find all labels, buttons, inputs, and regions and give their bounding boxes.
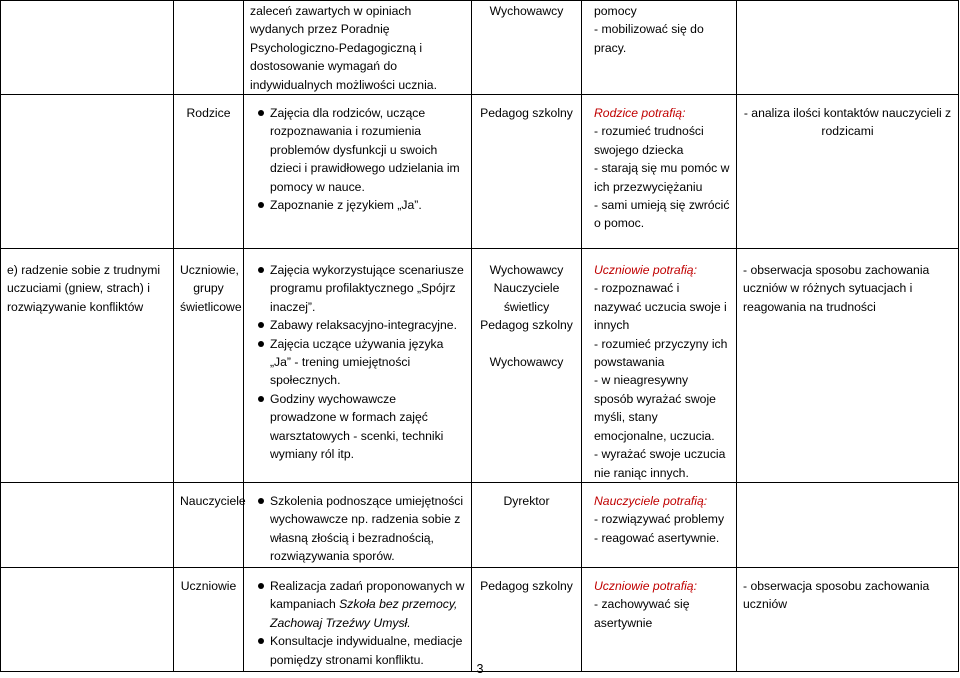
activity-bullet: Zapoznanie z językiem „Ja”.: [258, 196, 465, 214]
effect-line: - sami umieją się zwrócić o pomoc.: [594, 198, 730, 231]
cell-recipients: [174, 567, 244, 671]
activity-text: Realizacja zadań proponowanych w kampaniach: [270, 578, 465, 612]
effect-line: - reagować asertywnie.: [594, 530, 720, 545]
table-row: [1, 567, 959, 671]
effect-line: pomocy: [594, 4, 637, 18]
cell-evaluation: [737, 567, 959, 671]
effects-heading: Nauczyciele potrafią:: [594, 493, 708, 508]
activity-bullet: Zajęcia dla rodziców, uczące rozpoznawania i rozumienia problemów dysfunkcji u swoich dzieci i prawidłowego udzielania im pomocy w nauce.: [258, 104, 465, 196]
cell-activities: [244, 482, 472, 567]
recipients-text: Rodzice: [186, 106, 231, 121]
responsible-text: Dyrektor: [503, 493, 550, 508]
responsible-text: Pedagog szkolny: [480, 318, 573, 333]
effect-line: - wyrażać swoje uczucia nie raniąc innych.: [594, 447, 726, 480]
responsible-text: Wychowawcy: [489, 263, 564, 278]
cell-evaluation: [737, 482, 959, 567]
cell-effects: [582, 95, 737, 249]
responsible-text: Pedagog szkolny: [480, 106, 573, 121]
effects-heading: Rodzice potrafią:: [594, 106, 686, 121]
effect-line: - w nieagresywny sposób wyrażać swoje myśli, stany emocjonalne, uczucia.: [594, 373, 716, 443]
cell-activities: [244, 1, 472, 95]
cell-task: [1, 1, 174, 95]
effect-line: - zachowywać się asertywnie: [594, 597, 690, 630]
effect-line: - rozumieć przyczyny ich powstawania: [594, 336, 728, 370]
recipients-text: Uczniowie: [180, 578, 237, 593]
page-number: 3: [476, 662, 484, 676]
effect-line: - rozwiązywać problemy: [594, 512, 725, 527]
cell-evaluation: [737, 1, 959, 95]
cell-evaluation: [737, 95, 959, 249]
cell-activities: [244, 95, 472, 249]
cell-task: [1, 567, 174, 671]
activity-bullet: Zajęcia wykorzystujące scenariusze programu profilaktycznego „Spójrz inaczej”.: [258, 261, 465, 316]
cell-effects: [582, 1, 737, 95]
cell-task: [1, 249, 174, 483]
activity-bullet: Godziny wychowawcze prowadzone w formach zajęć warsztatowych - scenki, techniki wymiany ról itp.: [258, 390, 465, 464]
responsible-text: Wychowawcy: [489, 354, 564, 369]
cell-recipients: [174, 95, 244, 249]
effect-line: - mobilizować się do pracy.: [594, 22, 704, 55]
responsible-text: Nauczyciele świetlicy: [493, 281, 560, 314]
cell-activities: [244, 567, 472, 671]
effects-heading: Uczniowie potrafią:: [594, 578, 697, 593]
activity-bullet: [258, 577, 465, 632]
campaign-names: Szkoła bez przemocy, Zachowaj Trzeźwy Umysł.: [270, 597, 458, 630]
spacer: [478, 335, 575, 353]
table-row: [1, 249, 959, 483]
cell-responsible: [472, 1, 582, 95]
task-text: e) radzenie sobie z trudnymi uczuciami (gniew, strach) i rozwiązywanie konfliktów: [7, 263, 161, 314]
activity-bullet: Zabawy relaksacyjno-integracyjne.: [258, 316, 465, 334]
cell-responsible: [472, 249, 582, 483]
cell-task: [1, 482, 174, 567]
table-row: [1, 95, 959, 249]
cell-activities: [244, 249, 472, 483]
table-row: [1, 482, 959, 567]
cell-evaluation: [737, 249, 959, 483]
effect-line: - starają się mu pomóc w ich przezwyciężaniu: [594, 161, 730, 194]
effect-line: - rozumieć trudności swojego dziecka: [594, 124, 704, 157]
cell-effects: [582, 249, 737, 483]
evaluation-text: - analiza ilości kontaktów nauczycieli z rodzicami: [743, 106, 952, 139]
evaluation-text: - obserwacja sposobu zachowania uczniów: [743, 578, 930, 612]
cell-effects: [582, 482, 737, 567]
table-row: [1, 1, 959, 95]
activity-bullet: Szkolenia podnoszące umiejętności wychowawcze np. radzenia sobie z własną złością i bezradnością, rozwiązywania sporów.: [258, 492, 465, 566]
cell-recipients: [174, 1, 244, 95]
activity-bullet: Konsultacje indywidualne, mediacje pomiędzy stronami konfliktu.: [258, 632, 465, 669]
cell-task: [1, 95, 174, 249]
cell-responsible: [472, 95, 582, 249]
cell-recipients: [174, 482, 244, 567]
recipients-text: Uczniowie, grupy świetlicowe: [180, 263, 242, 314]
recipients-text: Nauczyciele: [180, 493, 246, 508]
responsible-text: Pedagog szkolny: [480, 578, 573, 593]
cell-effects: [582, 567, 737, 671]
activity-bullet: Zajęcia uczące używania języka „Ja” - trening umiejętności społecznych.: [258, 335, 465, 390]
effect-line: - rozpoznawać i nazywać uczucia swoje i innych: [594, 281, 727, 333]
cell-responsible: [472, 482, 582, 567]
evaluation-text: - obserwacja sposobu zachowania uczniów w różnych sytuacjach i reagowania na trudności: [743, 263, 930, 314]
effects-heading: Uczniowie potrafią:: [594, 263, 697, 278]
cell-responsible: [472, 567, 582, 671]
responsible-text: Wychowawcy: [489, 4, 564, 18]
activity-text: zaleceń zawartych w opiniach wydanych przez Poradnię Psychologiczno-Pedagogiczną i dostosowanie wymagań do indywidualnych możliwości ucznia.: [250, 4, 437, 92]
cell-recipients: [174, 249, 244, 483]
